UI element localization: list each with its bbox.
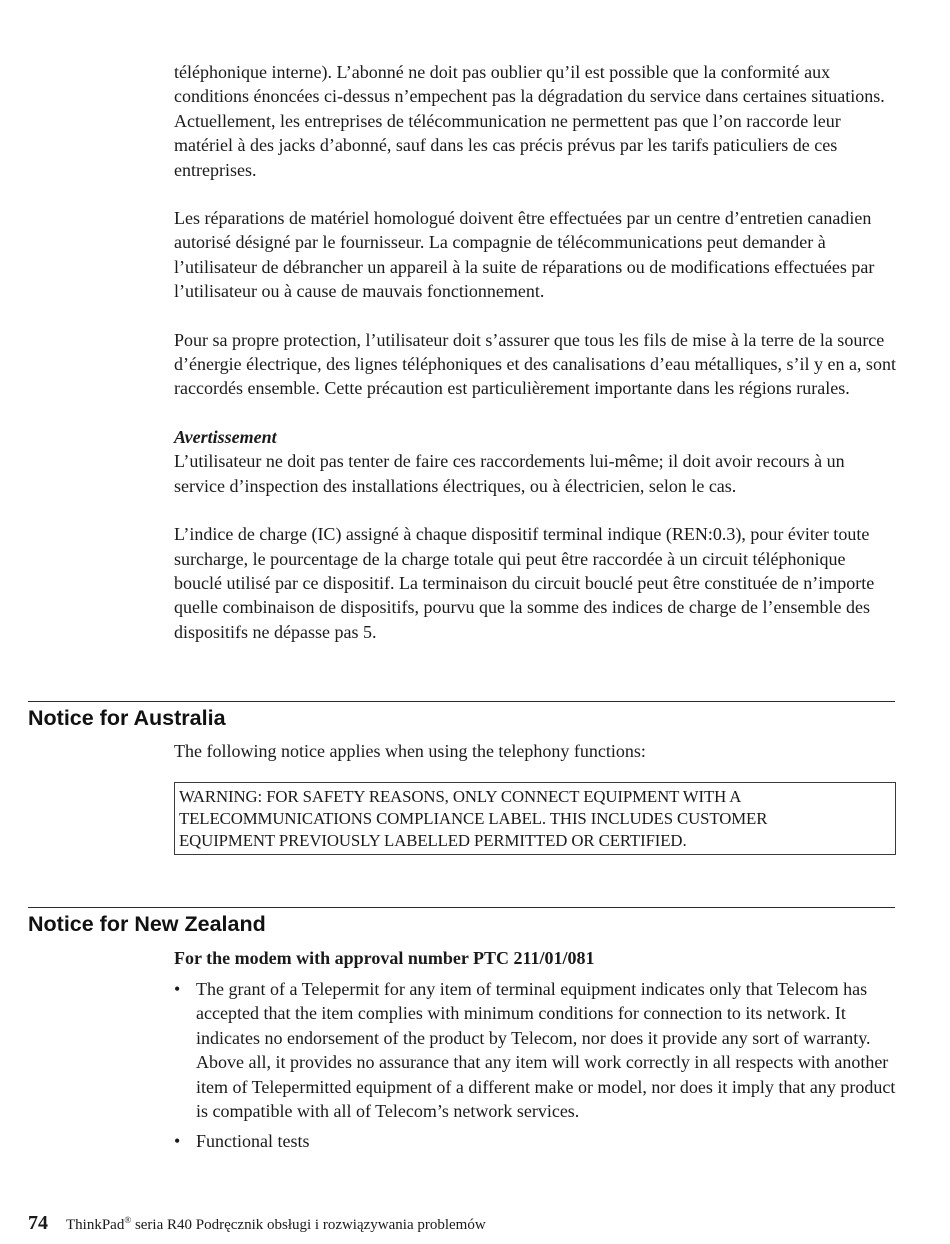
warning-line: WARNING: FOR SAFETY REASONS, ONLY CONNECT EQUIPMENT WITH A [179,787,742,806]
bullet-icon: • [174,979,181,999]
heading-notice-new-zealand: Notice for New Zealand [28,912,266,936]
warning-line: TELECOMMUNICATIONS COMPLIANCE LABEL. THIS INCLUDES CUSTOMER [179,809,768,828]
paragraph-subscriber-conformity: téléphonique interne). L’abonné ne doit pas oublier qu’il est possible que la conformité aux conditions énoncées ci-dessus n’empechent pas la dégradation du service dans certaines situations. Actuellement, les entreprises de télécommunication ne permettent pas que l’on raccorde leur matériel à des jacks d’abonné, sauf dans les cas précis prévus par les tarifs paticuliers de ces entreprises. [174,62,885,180]
section-divider-new-zealand [28,907,895,908]
list-item [174,1129,896,1153]
new-zealand-bullet-list [174,977,896,1160]
footer-title [66,1217,486,1233]
warning-line: EQUIPMENT PREVIOUSLY LABELLED PERMITTED OR CERTIFIED. [179,831,687,850]
warning-heading: Avertissement [174,426,277,447]
bullet-icon: • [174,1131,181,1152]
paragraph-repairs: Les réparations de matériel homologué doivent être effectuées par un centre d’entretien canadien autorisé désigné par le fournisseur. La compagnie de télécommunications peut demander à l’utilisateur de débrancher un appareil à la suite de réparations ou de modifications effectuées par l’utilisateur ou à cause de mauvais fonctionnement. [174,208,875,302]
paragraph-ren-load: L’indice de charge (IC) assigné à chaque dispositif terminal indique (REN:0.3), pour éviter toute surcharge, le pourcentage de la charge totale qui peut être raccordée à un circuit téléphonique bouclé utilisé par ce dispositif. La terminaison du circuit bouclé peut être constituée de n’importe quelle combinaison de dispositifs, pourvu que la somme des indices de charge de l’ensemble des dispositifs ne dépasse pas 5. [174,524,875,642]
footer-brand: ThinkPad [66,1217,125,1233]
list-item [174,977,896,1123]
heading-notice-australia: Notice for Australia [28,706,226,730]
page-footer [28,1212,486,1235]
page-number: 74 [28,1212,48,1234]
modem-approval-subheading: For the modem with approval number PTC 211/01/081 [174,948,595,968]
paragraph-warning: L’utilisateur ne doit pas tenter de faire ces raccordements lui-même; il doit avoir recours à un service d’inspection des installations électriques, ou à électricien, selon le cas. [174,451,845,496]
section-divider-australia [28,701,895,702]
australia-intro-text: The following notice applies when using the telephony functions: [174,741,646,761]
trademark-symbol: ® [124,1215,132,1225]
list-item-text: The grant of a Telepermit for any item of terminal equipment indicates only that Telecom has accepted that the item complies with minimum conditions for connection to its network. It indicates no endorsement of the product by Telecom, nor does it provide any sort of warranty. Above all, it provides no assurance that any item will work correctly in all respects with another item of Telepermitted equipment of a different make or model, nor does it imply that any product is compatible with all of Telecom’s network services. [196,979,896,1122]
footer-title-rest: seria R40 Podręcznik obsługi i rozwiązywania problemów [131,1217,486,1233]
australia-warning-box [174,782,896,855]
list-item-text: Functional tests [196,1131,310,1152]
canada-notice-continued [174,60,896,644]
paragraph-grounding: Pour sa propre protection, l’utilisateur doit s’assurer que tous les fils de mise à la terre de la source d’énergie électrique, des lignes téléphoniques et des canalisations d’eau métalliques, s’il y en a, sont raccordés ensemble. Cette précaution est particulièrement importante dans les régions rurales. [174,329,896,399]
